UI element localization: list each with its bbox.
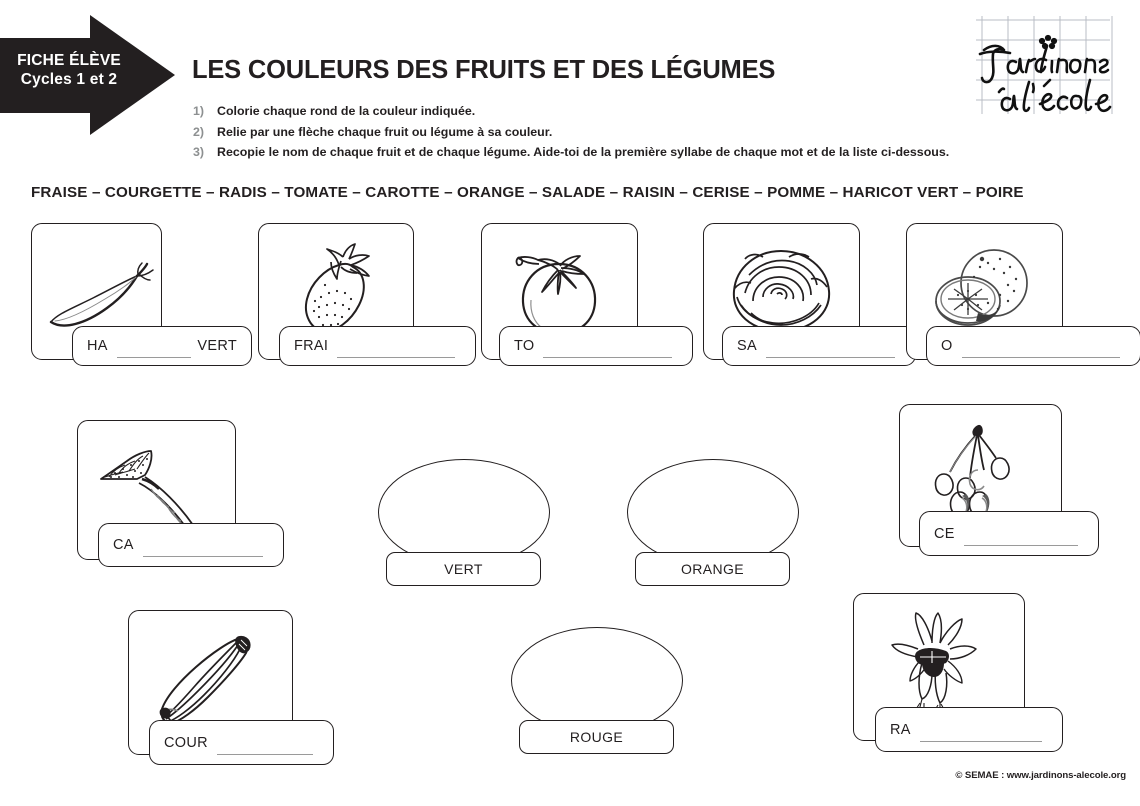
fiche-eleve-banner — [0, 8, 180, 143]
answer-label-carotte[interactable] — [98, 523, 284, 567]
arrow-shape-icon — [0, 8, 180, 143]
instruction-item — [193, 122, 1123, 143]
answer-label-fraise[interactable] — [279, 326, 476, 366]
instruction-number: 3) — [193, 145, 205, 159]
answer-blank-line[interactable] — [217, 740, 313, 755]
instruction-text: Relie par une flèche chaque fruit ou légume à sa couleur. — [217, 124, 553, 139]
page-title: LES COULEURS DES FRUITS ET DES LÉGUMES — [192, 56, 776, 84]
answer-label-courgette[interactable] — [149, 720, 334, 765]
answer-label-tomate[interactable] — [499, 326, 693, 366]
instruction-item — [193, 142, 1123, 163]
answer-label-cerise[interactable] — [919, 511, 1099, 556]
instruction-text: Recopie le nom de chaque fruit et de chaque légume. Aide-toi de la première syllabe de chaque mot et de la liste ci-dessous. — [217, 145, 950, 159]
copyright-footer: © SEMAE : www.jardinons-alecole.org — [955, 770, 1126, 781]
answer-blank-line[interactable] — [964, 531, 1078, 546]
color-circle-vert[interactable] — [378, 459, 550, 566]
color-label-orange: ORANGE — [635, 552, 790, 586]
answer-blank-line[interactable] — [962, 343, 1120, 358]
answer-blank-line[interactable] — [920, 727, 1042, 742]
answer-label-salade[interactable] — [722, 326, 916, 366]
card-carotte[interactable] — [77, 420, 307, 590]
label-prefix: O — [941, 338, 953, 354]
instruction-number: 1) — [193, 104, 205, 118]
card-courgette[interactable] — [128, 610, 368, 780]
instruction-text: Colorie chaque rond de la couleur indiquée. — [217, 104, 476, 118]
label-prefix: CA — [113, 537, 134, 553]
label-suffix: VERT — [197, 338, 237, 354]
label-prefix: RA — [890, 721, 911, 738]
instruction-number: 2) — [193, 124, 205, 139]
card-fraise[interactable] — [258, 223, 488, 383]
answer-blank-line[interactable] — [337, 343, 455, 358]
color-blob-rouge[interactable] — [511, 627, 683, 755]
answer-blank-line[interactable] — [766, 343, 895, 358]
answer-label-radis[interactable] — [875, 707, 1063, 752]
answer-label-haricot-vert[interactable] — [72, 326, 252, 366]
word-list: FRAISE – COURGETTE – RADIS – TOMATE – CAROTTE – ORANGE – SALADE – RAISIN – CERISE – POMME – HARICOT VERT – POIRE — [31, 184, 1024, 201]
color-label-vert: VERT — [386, 552, 541, 586]
card-haricot-vert[interactable] — [31, 223, 261, 383]
color-circle-rouge[interactable] — [511, 627, 683, 734]
card-radis[interactable] — [853, 593, 1103, 768]
label-prefix: HA — [87, 338, 108, 354]
label-prefix: CE — [934, 525, 955, 542]
label-prefix: TO — [514, 338, 535, 354]
jardinons-a-lecole-logo — [968, 14, 1118, 118]
label-prefix: SA — [737, 338, 757, 354]
label-prefix: COUR — [164, 734, 208, 751]
color-label-rouge: ROUGE — [519, 720, 674, 754]
answer-blank-line[interactable] — [543, 343, 672, 358]
answer-blank-line[interactable] — [143, 542, 263, 557]
label-prefix: FRAI — [294, 338, 329, 354]
card-tomate[interactable] — [481, 223, 711, 383]
card-cerise[interactable] — [899, 404, 1140, 574]
color-circle-orange[interactable] — [627, 459, 799, 566]
color-blob-orange[interactable] — [627, 459, 799, 587]
card-salade[interactable] — [703, 223, 933, 383]
color-blob-vert[interactable] — [378, 459, 550, 587]
banner-line1: FICHE ÉLÈVE — [17, 52, 121, 69]
answer-label-orange[interactable] — [926, 326, 1140, 366]
banner-line2: Cycles 1 et 2 — [20, 70, 118, 88]
card-orange[interactable] — [906, 223, 1140, 383]
answer-blank-line[interactable] — [117, 343, 192, 358]
logo-graphic — [968, 14, 1118, 118]
